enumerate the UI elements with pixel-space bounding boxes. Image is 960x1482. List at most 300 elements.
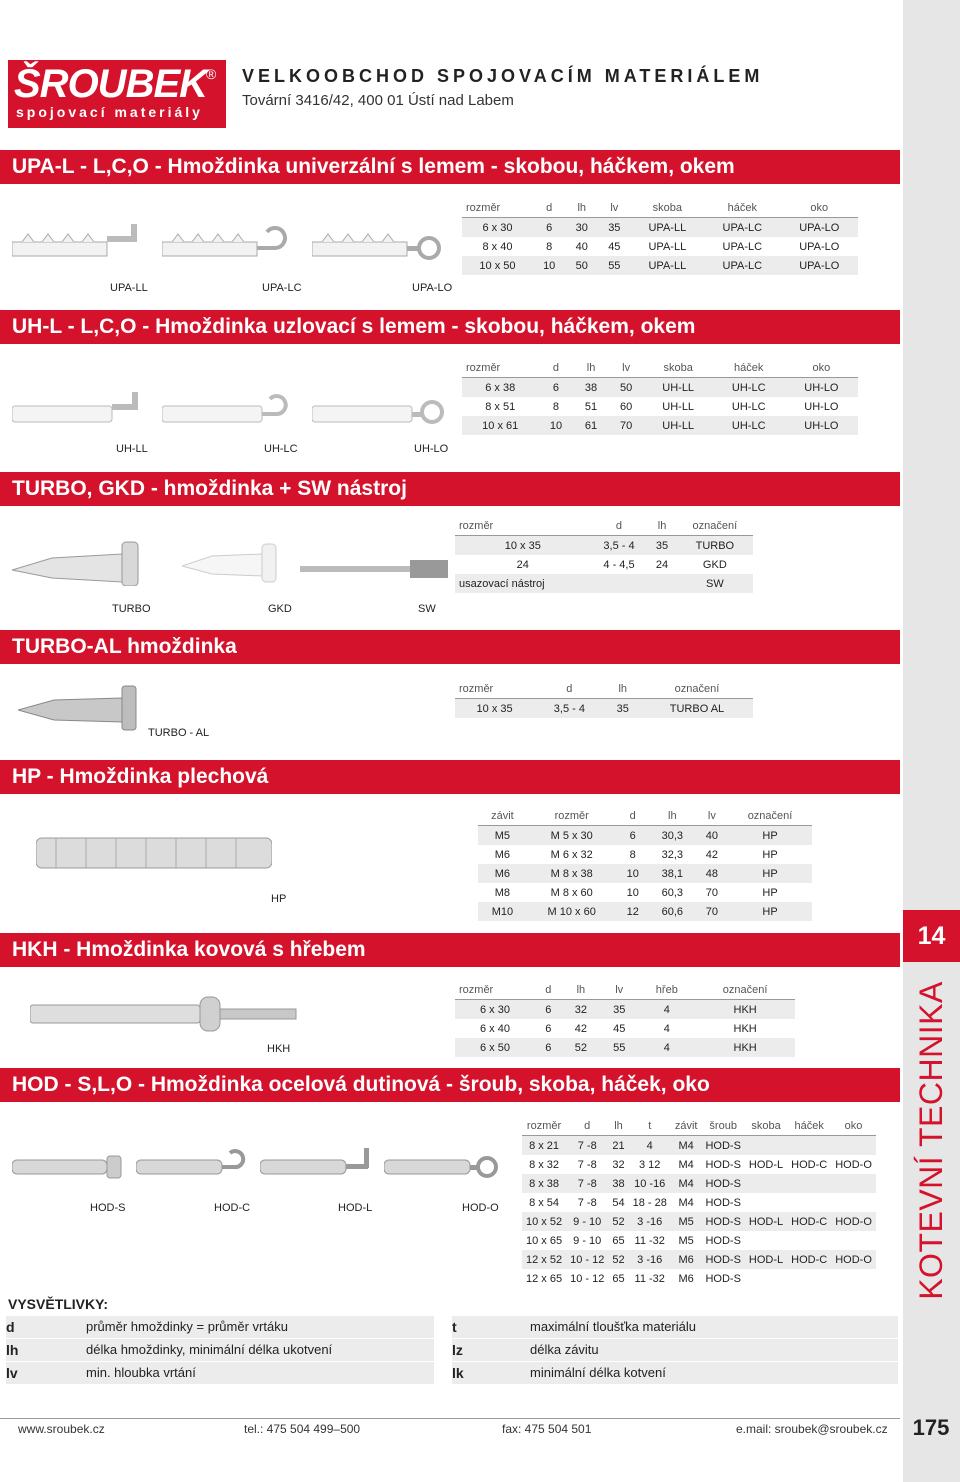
table-cell: 4 - 4,5 (603, 558, 635, 571)
table-cell: 8 x 32 (529, 1158, 560, 1171)
table-cell: 65 (612, 1234, 625, 1247)
table-cell: 3 -16 (629, 1250, 671, 1269)
footer-fax: fax: 475 504 501 (502, 1422, 592, 1436)
column-header: oko (831, 1116, 876, 1136)
table-cell: 8 x 40 (482, 240, 513, 253)
legend-text: průměr hmoždinky = průměr vrtáku (86, 1319, 288, 1334)
table-cell: 6 x 30 (462, 218, 533, 238)
spec-table-hkh (455, 980, 795, 1057)
legend-row (6, 1362, 434, 1384)
table-cell: 10 - 12 (570, 1272, 605, 1285)
table-cell: HP (762, 848, 778, 861)
table-cell: 70 (705, 886, 719, 899)
legend-text: minimální délka kotvení (530, 1365, 666, 1380)
anchor-uh-lo-image (312, 390, 452, 430)
table-cell: M 5 x 30 (527, 826, 617, 846)
column-header: skoba (631, 198, 705, 218)
table-row (462, 237, 858, 256)
table-cell: UPA-LO (781, 256, 858, 275)
table-row (522, 1212, 876, 1231)
table-row (462, 218, 858, 238)
table-cell: 61 (574, 416, 609, 435)
product-label: HP (271, 893, 287, 905)
legend-key: lh (6, 1342, 19, 1358)
table-cell: HP (762, 886, 778, 899)
footer-email-link[interactable]: e.mail: sroubek@sroubek.cz (736, 1422, 888, 1436)
table-cell: M4 (678, 1196, 694, 1209)
column-header: d (535, 980, 562, 1000)
table-cell: 8 x 51 (485, 400, 516, 413)
table-cell: HOD-L (745, 1212, 787, 1231)
anchor-turbo-al-image (18, 682, 148, 732)
table-cell: M5 (478, 826, 527, 846)
spec-table-hp (478, 806, 812, 921)
table-row (455, 1019, 795, 1038)
table-cell: 11 -32 (634, 1272, 665, 1285)
legend-row (6, 1316, 434, 1338)
table-cell: 3 12 (639, 1158, 661, 1171)
table-cell: 10 x 50 (462, 256, 533, 275)
table-cell: 3 -16 (629, 1212, 671, 1231)
table-header-row (462, 198, 858, 218)
table-cell: 48 (696, 864, 728, 883)
table-cell: 50 (565, 256, 598, 275)
table-cell: M4 (671, 1136, 702, 1156)
footer-divider (0, 1418, 900, 1419)
anchor-hod-c-image (136, 1142, 250, 1184)
table-cell: 7 -8 (566, 1136, 608, 1156)
table-cell: 10 x 35 (455, 699, 534, 719)
column-header: lh (647, 516, 676, 536)
table-cell: 30,3 (649, 826, 696, 846)
column-header: t (629, 1116, 671, 1136)
table-cell: 10 (538, 416, 573, 435)
table-cell: HOD-S (705, 1272, 741, 1285)
table-cell: 10 (617, 864, 649, 883)
legend-row (452, 1316, 898, 1338)
table-cell: HKH (695, 1000, 795, 1020)
product-label: UH-LC (264, 443, 298, 455)
legend-text: délka hmoždinky, minimální délka ukotvení (86, 1342, 333, 1357)
table-cell: M 6 x 32 (550, 848, 593, 861)
spec-table-hod (522, 1116, 876, 1288)
table-cell: 8 (629, 848, 636, 861)
column-header: rozměr (455, 980, 535, 1000)
table-cell: 8 (552, 400, 560, 413)
table-cell: 6 (617, 826, 649, 846)
footer-website-link[interactable]: www.sroubek.cz (18, 1422, 105, 1436)
table-cell: 55 (600, 1038, 638, 1057)
column-header: háček (713, 358, 785, 378)
table-cell: 10 - 12 (566, 1250, 608, 1269)
anchor-hod-o-image (384, 1146, 498, 1186)
column-header: lh (608, 1116, 628, 1136)
column-header: oko (781, 198, 858, 218)
anchor-gkd-image (182, 540, 282, 584)
table-cell: UH-LO (785, 416, 858, 435)
spec-table-turbo-al (455, 679, 753, 718)
table-header-row (478, 806, 812, 826)
table-cell: M6 (494, 848, 511, 861)
anchor-turbo-image (12, 536, 142, 586)
table-cell: 42 (705, 848, 719, 861)
table-cell: 10 x 52 (522, 1212, 566, 1231)
column-header: lh (562, 980, 600, 1000)
product-label: UPA-LC (262, 282, 302, 294)
table-cell: 32 (612, 1158, 625, 1171)
anchor-hod-l-image (260, 1142, 374, 1184)
table-cell: GKD (702, 558, 727, 571)
table-cell: UPA-LL (631, 218, 705, 238)
legend-text: min. hloubka vrtání (86, 1365, 196, 1380)
table-cell: M10 (478, 902, 527, 921)
table-cell: 9 - 10 (573, 1234, 602, 1247)
column-header: lh (574, 358, 609, 378)
section-title-hp: HP - Hmoždinka plechová (0, 760, 900, 794)
table-cell: UPA-LC (722, 240, 763, 253)
table-cell: HOD-S (701, 1250, 744, 1269)
table-cell: 60,3 (661, 886, 684, 899)
table-cell: 6 x 30 (455, 1000, 535, 1020)
product-label: HOD-L (338, 1202, 373, 1214)
anchor-hod-s-image (12, 1150, 124, 1184)
table-cell: UPA-LC (704, 256, 780, 275)
legend-row (6, 1339, 434, 1361)
footer-phone: tel.: 475 504 499–500 (244, 1422, 361, 1436)
table-row (522, 1174, 876, 1193)
table-cell: 30 (565, 218, 598, 238)
section-title-turbo-al: TURBO-AL hmoždinka (0, 630, 900, 664)
table-cell: usazovací nástroj (455, 574, 591, 593)
table-cell: 54 (612, 1196, 625, 1209)
table-cell: 8 x 54 (529, 1196, 560, 1209)
column-header: závit (671, 1116, 702, 1136)
column-header: závit (478, 806, 527, 826)
table-row (462, 378, 858, 398)
table-cell: 6 x 50 (455, 1038, 535, 1057)
table-cell (591, 574, 648, 593)
table-cell: 10 x 61 (462, 416, 538, 435)
table-cell (787, 1269, 831, 1288)
column-header: lv (600, 980, 638, 1000)
table-cell: UPA-LC (704, 218, 780, 238)
table-cell (745, 1231, 787, 1250)
column-header: d (591, 516, 648, 536)
column-header: označení (677, 516, 753, 536)
table-cell: UPA-LL (648, 240, 687, 253)
column-header: rozměr (462, 198, 533, 218)
company-title: VELKOOBCHOD SPOJOVACÍM MATERIÁLEM (242, 66, 764, 86)
table-cell: 55 (598, 256, 631, 275)
legend-text: maximální tloušťka materiálu (530, 1319, 696, 1334)
section-title-uh: UH-L - L,C,O - Hmoždinka uzlovací s lemem - skobou, háčkem, okem (0, 310, 900, 344)
table-cell: 11 -32 (634, 1234, 665, 1247)
table-cell: 24 (655, 558, 669, 571)
table-cell: UPA-LL (631, 256, 705, 275)
spec-table-upa (462, 198, 858, 275)
table-cell: 40 (696, 826, 728, 846)
column-header: d (534, 679, 604, 699)
table-cell: 60,6 (649, 902, 696, 921)
legend-key: d (6, 1319, 15, 1335)
table-cell: M 10 x 60 (527, 902, 617, 921)
column-header: d (617, 806, 649, 826)
table-header-row (522, 1116, 876, 1136)
table-cell: 10 (626, 886, 639, 899)
column-header: háček (704, 198, 780, 218)
logo-registered-mark: ® (206, 66, 217, 82)
section-title-upa: UPA-L - L,C,O - Hmoždinka univerzální s lemem - skobou, háčkem, okem (0, 150, 900, 184)
anchor-upa-lo-image (312, 222, 452, 272)
table-cell: HKH (733, 1022, 757, 1035)
table-cell: HOD-S (705, 1158, 741, 1171)
column-header: lh (605, 679, 641, 699)
table-cell (745, 1269, 787, 1288)
table-cell: HOD-S (705, 1234, 741, 1247)
table-cell: UPA-LO (799, 240, 840, 253)
table-cell: HP (728, 826, 812, 846)
table-cell: M 8 x 38 (527, 864, 617, 883)
column-header: d (533, 198, 566, 218)
spec-table-uh (462, 358, 858, 435)
table-cell: 32,3 (661, 848, 684, 861)
section-title-turbo: TURBO, GKD - hmoždinka + SW nástroj (0, 472, 900, 506)
table-cell (831, 1174, 876, 1193)
table-row (455, 699, 753, 719)
table-cell (831, 1193, 876, 1212)
table-row (455, 1000, 795, 1020)
table-row (522, 1269, 876, 1288)
table-cell: HOD-S (701, 1212, 744, 1231)
table-cell: HOD-O (831, 1212, 876, 1231)
column-header: rozměr (455, 516, 591, 536)
table-cell: HKH (695, 1038, 795, 1057)
product-label: HOD-C (214, 1202, 251, 1214)
anchor-upa-lc-image (162, 222, 302, 272)
table-cell: 51 (584, 400, 598, 413)
table-cell: HOD-C (791, 1158, 828, 1171)
table-cell: 6 (538, 378, 573, 398)
table-cell: 6 (545, 1022, 552, 1035)
table-row (522, 1250, 876, 1269)
table-row (522, 1231, 876, 1250)
table-cell (745, 1193, 787, 1212)
table-cell: 6 x 38 (462, 378, 538, 398)
table-row (522, 1155, 876, 1174)
table-cell: 45 (608, 240, 621, 253)
company-logo (8, 60, 226, 128)
table-row (522, 1136, 876, 1156)
table-cell: UH-LL (644, 378, 713, 398)
column-header: lv (598, 198, 631, 218)
table-cell: 38,1 (649, 864, 696, 883)
table-cell: 4 (638, 1038, 695, 1057)
table-row (455, 536, 753, 556)
logo-name: ŠROUBEK (14, 62, 208, 106)
table-row (455, 555, 753, 574)
table-cell: 6 (535, 1000, 562, 1020)
table-cell: 8 x 21 (522, 1136, 566, 1156)
column-header: skoba (644, 358, 713, 378)
table-cell: M4 (671, 1174, 702, 1193)
product-label: UPA-LL (110, 282, 148, 294)
column-header: rozměr (455, 679, 534, 699)
spec-table-turbo (455, 516, 753, 593)
table-cell (787, 1193, 831, 1212)
table-cell: SW (677, 574, 753, 593)
table-cell: 70 (696, 902, 728, 921)
table-cell: 8 (546, 240, 553, 253)
legend-text: délka závitu (530, 1342, 599, 1357)
column-header: lh (565, 198, 598, 218)
table-cell: 38 (608, 1174, 628, 1193)
table-cell: 3,5 - 4 (591, 536, 648, 556)
column-header: rozměr (522, 1116, 566, 1136)
table-cell: 3,5 - 4 (534, 699, 604, 719)
table-cell: 12 x 52 (522, 1250, 566, 1269)
table-cell: 4 (663, 1022, 670, 1035)
table-cell: 35 (605, 699, 641, 719)
table-header-row (455, 516, 753, 536)
table-cell: 8 x 38 (522, 1174, 566, 1193)
column-header: háček (787, 1116, 831, 1136)
table-cell: 32 (562, 1000, 600, 1020)
column-header: rozměr (462, 358, 538, 378)
table-cell: 52 (608, 1250, 628, 1269)
table-cell (787, 1136, 831, 1156)
section-title-hkh: HKH - Hmoždinka kovová s hřebem (0, 933, 900, 967)
anchor-uh-ll-image (12, 390, 152, 430)
section-title-hod: HOD - S,L,O - Hmoždinka ocelová dutinová - šroub, skoba, háček, oko (0, 1068, 900, 1102)
table-cell: 40 (575, 240, 588, 253)
table-cell: 6 x 40 (480, 1022, 510, 1035)
table-cell: 7 -8 (577, 1196, 597, 1209)
product-label: UH-LL (116, 443, 148, 455)
table-cell: M8 (494, 886, 511, 899)
anchor-upa-ll-image (12, 222, 152, 272)
table-row (462, 256, 858, 275)
legend-key: t (452, 1319, 457, 1335)
table-cell: 10 x 35 (455, 536, 591, 556)
table-cell: 12 x 65 (526, 1272, 563, 1285)
table-cell: HOD-L (745, 1250, 787, 1269)
table-cell: HP (728, 902, 812, 921)
table-cell: 6 (535, 1038, 562, 1057)
table-cell: 12 (617, 902, 649, 921)
table-cell: TURBO AL (641, 699, 753, 719)
table-cell: UH-LC (713, 416, 785, 435)
column-header: hřeb (638, 980, 695, 1000)
table-cell: UH-LO (785, 378, 858, 398)
column-header: lh (649, 806, 696, 826)
column-header: šroub (701, 1116, 744, 1136)
table-cell: UH-LL (644, 416, 713, 435)
table-cell: 35 (647, 536, 676, 556)
table-row (478, 883, 812, 902)
anchor-uh-lc-image (162, 390, 302, 430)
table-cell (745, 1136, 787, 1156)
column-header: skoba (745, 1116, 787, 1136)
table-header-row (455, 980, 795, 1000)
table-cell: 18 - 28 (632, 1196, 667, 1209)
table-cell: 65 (612, 1272, 625, 1285)
page-number: 175 (912, 1415, 950, 1440)
chapter-label: KOTEVNÍ TECHNIKA (912, 980, 949, 1300)
table-cell: 9 - 10 (566, 1212, 608, 1231)
column-header: lv (609, 358, 644, 378)
table-header-row (462, 358, 858, 378)
product-label: HOD-S (90, 1202, 126, 1214)
legend-row (452, 1362, 898, 1384)
table-header-row (455, 679, 753, 699)
table-cell (787, 1231, 831, 1250)
table-row (478, 902, 812, 921)
anchor-hkh-image (30, 995, 300, 1035)
table-row (462, 416, 858, 435)
table-cell: 10 x 65 (526, 1234, 563, 1247)
table-cell: M6 (671, 1250, 702, 1269)
table-cell: HOD-L (748, 1158, 784, 1171)
table-cell: M5 (671, 1212, 702, 1231)
column-header: d (566, 1116, 608, 1136)
table-row (478, 826, 812, 846)
table-cell: HOD-C (787, 1212, 831, 1231)
table-cell (647, 574, 676, 593)
column-header: označení (641, 679, 753, 699)
table-cell: 50 (609, 378, 644, 398)
table-cell: UH-LO (804, 400, 839, 413)
legend-key: lz (452, 1342, 463, 1358)
company-address: Tovární 3416/42, 400 01 Ústí nad Labem (242, 92, 514, 109)
table-cell: M4 (678, 1158, 694, 1171)
table-cell (745, 1174, 787, 1193)
table-cell (787, 1174, 831, 1193)
column-header: oko (785, 358, 858, 378)
table-cell: M5 (678, 1234, 694, 1247)
table-cell: 35 (600, 1000, 638, 1020)
product-label: GKD (268, 603, 292, 615)
column-header: označení (728, 806, 812, 826)
column-header: lv (696, 806, 728, 826)
table-cell: 6 (533, 218, 566, 238)
table-cell: 21 (608, 1136, 628, 1156)
table-cell: HOD-C (787, 1250, 831, 1269)
table-row (522, 1193, 876, 1212)
product-label: TURBO - AL (148, 727, 210, 739)
table-row (455, 574, 753, 593)
table-cell: 7 -8 (566, 1174, 608, 1193)
table-cell: TURBO (677, 536, 753, 556)
column-header: d (538, 358, 573, 378)
tool-sw-image (300, 556, 450, 582)
product-label: HOD-O (462, 1202, 499, 1214)
table-cell (831, 1136, 876, 1156)
table-row (455, 1038, 795, 1057)
legend-title: VYSVĚTLIVKY: (8, 1296, 109, 1312)
logo-subtitle: spojovací materiály (16, 104, 203, 120)
legend-key: lv (6, 1365, 18, 1381)
table-cell: 70 (609, 416, 644, 435)
table-cell: UPA-LO (781, 218, 858, 238)
chapter-number-badge: 14 (903, 910, 960, 962)
table-cell: M 8 x 60 (550, 886, 593, 899)
table-cell: 4 (638, 1000, 695, 1020)
table-cell: HOD-O (835, 1158, 872, 1171)
table-cell: 24 (516, 558, 529, 571)
table-cell (831, 1269, 876, 1288)
product-label: UH-LO (414, 443, 449, 455)
table-cell: 10 -16 (629, 1174, 671, 1193)
